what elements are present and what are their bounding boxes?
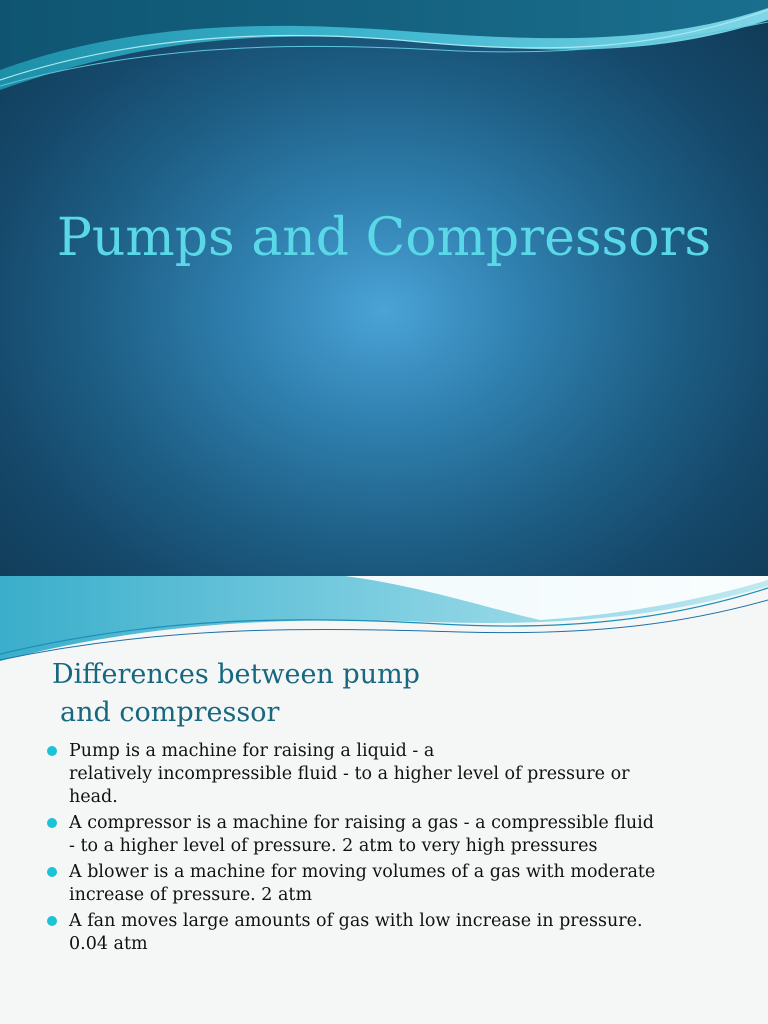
content-slide: [0, 576, 768, 1024]
slide-heading: [52, 656, 612, 732]
bullet-dot-icon: [47, 746, 57, 756]
bullet-list: [44, 740, 724, 959]
list-item: [44, 910, 724, 956]
bullet-text-line: 0.04 atm: [69, 934, 148, 954]
bullet-text-line: relatively incompressible fluid - to a higher level of pressure or: [69, 764, 630, 784]
bullet-text-line: head.: [69, 787, 118, 807]
bullet-dot-icon: [47, 818, 57, 828]
bullet-dot-icon: [47, 916, 57, 926]
bullet-text-line: A compressor is a machine for raising a gas - a compressible fluid: [69, 813, 654, 833]
bullet-text-line: A fan moves large amounts of gas with low increase in pressure.: [69, 911, 643, 931]
list-item: [44, 740, 724, 809]
slide-title: Pumps and Compressors: [56, 208, 712, 268]
bullet-text-line: - to a higher level of pressure. 2 atm to very high pressures: [69, 836, 598, 856]
bullet-text-line: A blower is a machine for moving volumes of a gas with moderate: [69, 862, 656, 882]
bullet-text-line: increase of pressure. 2 atm: [69, 885, 313, 905]
bullet-dot-icon: [47, 867, 57, 877]
list-item: [44, 812, 724, 858]
heading-line: Differences between pump: [52, 659, 420, 690]
list-item: [44, 861, 724, 907]
bullet-text-line: Pump is a machine for raising a liquid - a: [69, 741, 435, 761]
heading-line: and compressor: [60, 697, 280, 728]
header-wave-decoration: [0, 0, 768, 100]
